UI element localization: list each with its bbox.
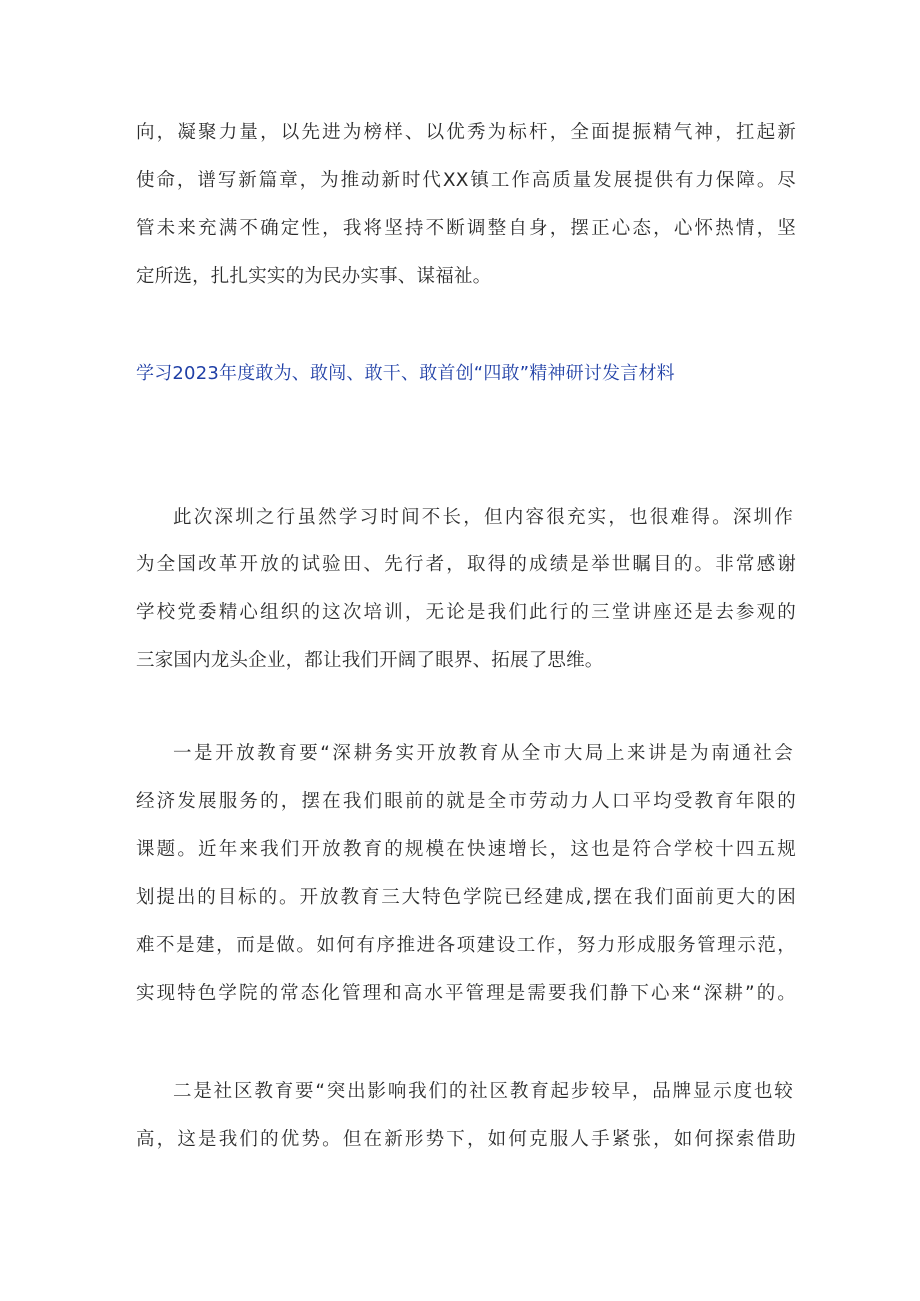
paragraph-line: 使命，谱写新篇章，为推动新时代XX镇工作高质量发展提供有力保障。尽 [136,170,796,191]
paragraph-line: 实现特色学院的常态化管理和高水平管理是需要我们静下心来“深耕”的。 [136,983,796,1004]
paragraph-line: 此次深圳之行虽然学习时间不长，但内容很充实，也很难得。深圳作 [173,507,793,528]
paragraph-line: 定所选，扎扎实实的为民办实事、谋福祉。 [136,266,492,287]
paragraph-line: 难不是建，而是做。如何有序推进各项建设工作，努力形成服务管理示范， [136,935,796,956]
paragraph-line: 课题。近年来我们开放教育的规模在快速增长，这也是符合学校十四五规 [136,839,796,860]
paragraph-line: 为全国改革开放的试验田、先行者，取得的成绩是举世瞩目的。非常感谢 [136,554,796,575]
paragraph-line: 向，凝聚力量，以先进为榜样、以优秀为标杆，全面提振精气神，扛起新 [136,122,796,143]
paragraph-line: 三家国内龙头企业，都让我们开阔了眼界、拓展了思维。 [136,650,604,671]
paragraph-line: 划提出的目标的。开放教育三大特色学院已经建成,摆在我们面前更大的困 [136,887,796,908]
paragraph-line: 经济发展服务的，摆在我们眼前的就是全市劳动力人口平均受教育年限的 [136,791,796,812]
article-title: 学习2023年度敢为、敢闯、敢干、敢首创“四敢”精神研讨发言材料 [136,363,675,384]
paragraph-line: 学校党委精心组织的这次培训，无论是我们此行的三堂讲座还是去参观的 [136,602,796,623]
paragraph-line: 二是社区教育要“突出影响我们的社区教育起步较早，品牌显示度也较 [173,1081,793,1102]
paragraph-line: 管未来充满不确定性，我将坚持不断调整自身，摆正心态，心怀热情，坚 [136,218,796,239]
paragraph-line: 一是开放教育要“深耕务实开放教育从全市大局上来讲是为南通社会 [173,743,793,764]
paragraph-line: 高，这是我们的优势。但在新形势下，如何克服人手紧张，如何探索借助 [136,1129,796,1150]
